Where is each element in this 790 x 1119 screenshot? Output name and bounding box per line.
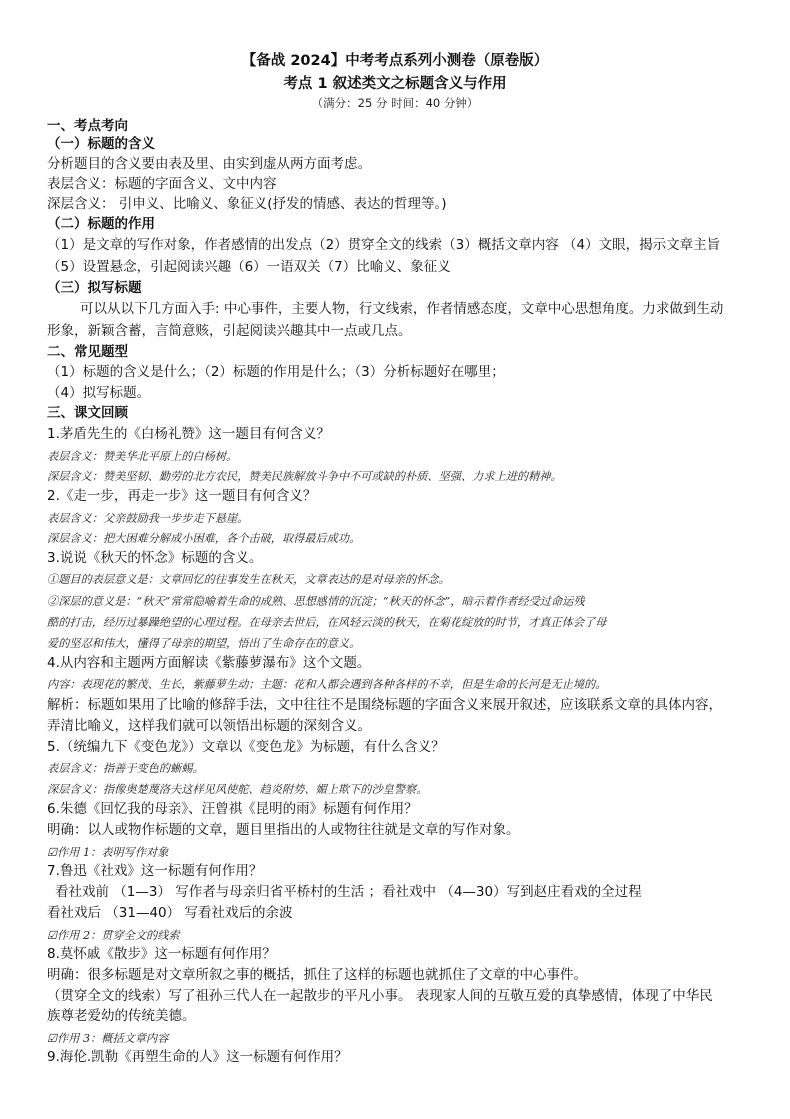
answer-line: 爱的坚忍和伟大，懂得了母亲的期望，悟出了生命存在的意义。 [47,637,361,650]
answer-line: ②深层的意义是：“秋天”常常隐喻着生命的成熟、思想感情的沉淀；“秋天的怀念”，暗示着作者经受过命运残 [47,595,585,608]
document-title: 【备战 2024】中考考点系列小测卷（原卷版） [241,53,549,69]
subsection-heading: （二）标题的作用 [47,216,155,232]
section-heading: 三、课文回顾 [47,405,128,421]
question-line: 6.朱德《回忆我的母亲》、汪曾祺《昆明的雨》标题有何作用？ [47,801,418,817]
question-line: 8.莫怀戚《散步》这一标题有何作用？ [47,946,276,962]
body-line: （1）标题的含义是什么；（2）标题的作用是什么；（3）分析标题好在哪里； [47,364,505,380]
body-line: 可以从以下几方面入手: 中心事件，主要人物，行文线索，作者情感态度，文章中心思想角度。力求做到生动 [80,301,724,317]
body-line: 明确：以人或物作标题的文章，题目里指出的人或物往往就是文章的写作对象。 [47,822,520,838]
answer-line: 深层含义：赞美坚韧、勤劳的北方农民，赞美民族解放斗争中不可或缺的朴质、坚强、力求上进的精神。 [47,470,562,483]
section-heading: 二、常见题型 [47,344,128,360]
score-time-line: （满分：25 分 时间：40 分钟） [311,96,479,110]
body-line: 形象，新颖含蓄，言简意赅，引起阅读兴趣其中一点或几点。 [47,323,412,339]
question-line: 4.从内容和主题两方面解读《紫藤萝瀑布》这个文题。 [47,655,371,671]
body-line: （4）拟写标题。 [47,385,151,401]
body-line: 分析题目的含义要由表及里、由实到虚从两方面考虑。 [47,156,371,172]
answer-line: 表层含义：父亲鼓励我一步步走下悬崖。 [47,512,249,525]
body-line: 明确：很多标题是对文章所叙之事的概括，抓住了这样的标题也就抓住了文章的中心事件。 [47,967,587,983]
body-line: （1）是文章的写作对象，作者感情的出发点（2）贯穿全文的线索（3）概括文章内容 （4）文眼，揭示文章主旨 [47,237,721,253]
document-subtitle: 考点 1 叙述类文之标题含义与作用 [283,76,507,92]
function-label: ☑作用 3：概括文章内容 [47,1032,169,1045]
answer-line: 酷的打击，经历过暴躁绝望的心理过程。在母亲去世后，在风轻云淡的秋天，在菊花绽放的时节，才真正体会了母 [47,616,607,629]
answer-line: 表层含义：赞美华北平原上的白杨树。 [47,450,238,463]
body-line: 解析：标题如果用了比喻的修辞手法，文中往往不是围绕标题的字面含义来展开叙述，应该联系文章的具体内容， [47,697,722,713]
body-line: 弄清比喻义，这样我们就可以领悟出标题的深刻含义。 [47,718,371,734]
question-line: 5.（统编九下《变色龙》）文章以《变色龙》为标题，有什么含义？ [47,739,445,755]
body-line: 族尊老爱幼的传统美德。 [47,1008,196,1024]
answer-line: ①题目的表层意义是：文章回忆的往事发生在秋天，文章表达的是对母亲的怀念。 [47,573,450,586]
function-label: ☑作用 2：贯穿全文的线索 [47,929,180,942]
function-label: ☑作用 1：表明写作对象 [47,846,169,859]
answer-line: 深层含义：指像奥楚蔑洛夫这样见风使舵、趋炎附势、媚上欺下的沙皇警察。 [47,783,428,796]
subsection-heading: （三）拟写标题 [47,280,142,296]
body-line: 表层含义：标题的字面含义、文中内容 [47,176,277,192]
question-line: 7.鲁迅《社戏》这一标题有何作用？ [47,863,263,879]
body-line: 看社戏后 （31—40） 写看社戏后的余波 [47,905,293,921]
section-heading: 一、考点考向 [47,118,128,134]
question-line: 9.海伦.凯勒《再塑生命的人》这一标题有何作用？ [47,1049,348,1065]
answer-line: 内容：表现花的繁茂、生长，紫藤萝生动；主题：花和人都会遇到各种各样的不幸，但是生命的长河是无止境的。 [47,678,607,691]
body-line: （5）设置悬念，引起阅读兴趣（6）一语双关（7）比喻义、象征义 [47,259,451,275]
answer-line: 深层含义：把大困难分解成小困难，各个击破，取得最后成功。 [47,532,361,545]
question-line: 3.说说《秋天的怀念》标题的含义。 [47,550,263,566]
question-line: 1.茅盾先生的《白杨礼赞》这一题目有何含义？ [47,426,330,442]
body-line: 看社戏前 （1—3） 写作者与母亲归省平桥村的生活 ；看社戏中 （4—30）写到赵庄看戏的全过程 [55,884,642,900]
subsection-heading: （一）标题的含义 [47,136,155,152]
answer-line: 表层含义：指善于变色的蜥蜴。 [47,762,204,775]
question-line: 2.《走一步，再走一步》这一题目有何含义？ [47,488,317,504]
body-line: （贯穿全文的线索）写了祖孙三代人在一起散步的平凡小事。 表现家人间的互敬互爱的真挚感情，体现了中华民 [47,988,713,1004]
body-line: 深层含义： 引申义、比喻义、象征义(抒发的情感、表达的哲理等。) [47,196,447,212]
